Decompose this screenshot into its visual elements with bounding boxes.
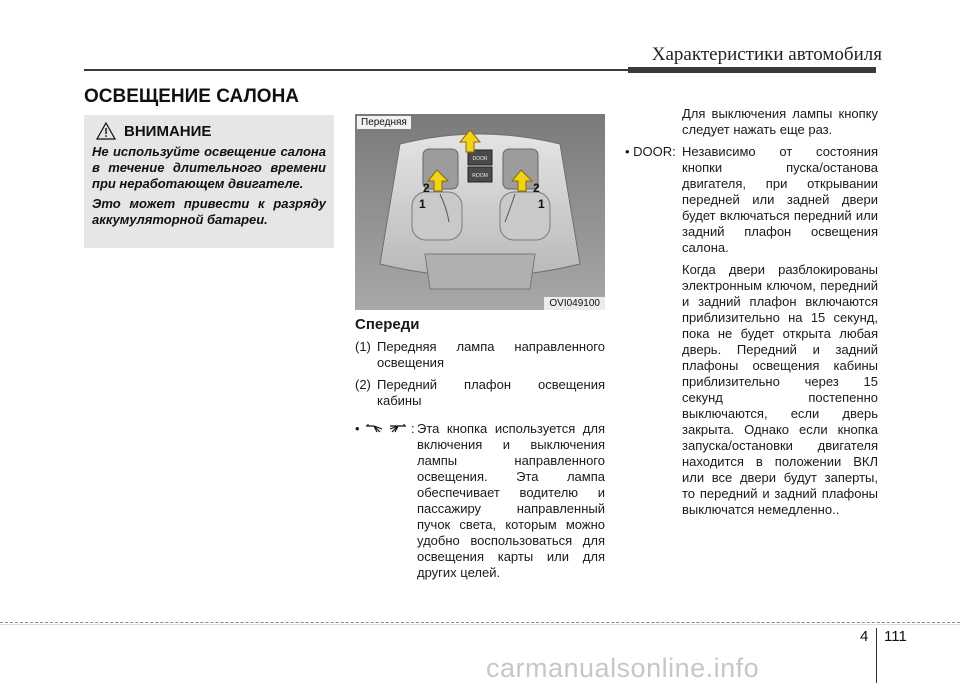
warning-triangle-icon	[96, 122, 116, 140]
right-column	[620, 106, 878, 524]
item-text: Передняя лампа направленного освещения	[377, 339, 605, 370]
unlock-paragraph: Когда двери разблокированы электронным ключом, передний и задний плафон включаются приблизительно на 15 секунд, пока не будет открыта любая дверь. Передний и задний плафоны освещения кабины приблизительно через 15 секунд постепенно выключаются, если дверь закрыта. Однако если кнопка запуска/остановки двигателя находится в положении ВКЛ или все двери будут заперты, то передний и задний плафоны выключатся немедленно..	[682, 262, 878, 517]
item-number: (2)	[355, 377, 371, 392]
page-number: 111	[884, 628, 907, 645]
warning-title: ВНИМАНИЕ	[124, 122, 212, 140]
map-lamp-icon	[389, 423, 407, 433]
map-lamp-icon	[365, 423, 383, 433]
footer-rule-shadow	[0, 624, 960, 625]
callout-1-right: 1	[538, 197, 545, 211]
warning-text-2: Это может привести к разряду аккумуляторной батареи.	[92, 196, 326, 227]
item-number: (1)	[355, 339, 371, 354]
item-text: Передний плафон освещения кабины	[377, 377, 605, 408]
console-illustration	[355, 114, 605, 310]
callout-2-left: 2	[423, 181, 430, 195]
map-lamp-bullet	[355, 421, 605, 581]
door-bullet	[620, 144, 878, 256]
front-section	[355, 316, 605, 581]
chapter-title: Характеристики автомобиля	[651, 44, 882, 65]
figure-label: Передняя	[357, 116, 411, 129]
warning-box	[84, 115, 334, 248]
room-button-label: ROOM	[472, 173, 488, 179]
section-title: ОСВЕЩЕНИЕ САЛОНА	[84, 86, 300, 107]
map-lamp-description: Эта кнопка используется для включения и выключения лампы направленного освещения. Эта лампа обеспечивает водителю и пассажиру направленный пучок света, которым можно удобно воспользоваться для освещения карты или для других целей.	[417, 421, 605, 580]
footer-rule	[0, 622, 960, 623]
watermark: carmanualsonline.info	[486, 653, 760, 683]
door-label: • DOOR:	[625, 144, 676, 159]
front-heading: Спереди	[355, 316, 420, 333]
callout-1-left: 1	[419, 197, 426, 211]
chapter-number: 4	[860, 628, 869, 645]
overhead-console-photo	[355, 114, 605, 310]
warning-text-1: Не используйте освещение салона в течение длительного времени при неработающем двигателе.	[92, 144, 326, 191]
intro-text: Для выключения лампы кнопку следует нажать еще раз.	[682, 106, 878, 137]
bullet-colon: :	[411, 421, 415, 436]
bullet-marker: •	[355, 421, 360, 436]
door-button-label: DOOR	[472, 156, 488, 162]
door-description: Независимо от состояния кнопки пуска/останова двигателя, при открывании передней или задней двери будет включаться передний или задний плафон освещения салона.	[682, 144, 878, 255]
list-item	[355, 377, 605, 409]
figure-code: OVI049100	[544, 297, 605, 310]
callout-2-right: 2	[533, 181, 540, 195]
header-rule-accent	[628, 67, 876, 73]
list-item	[355, 339, 605, 371]
page-separator	[876, 628, 877, 683]
